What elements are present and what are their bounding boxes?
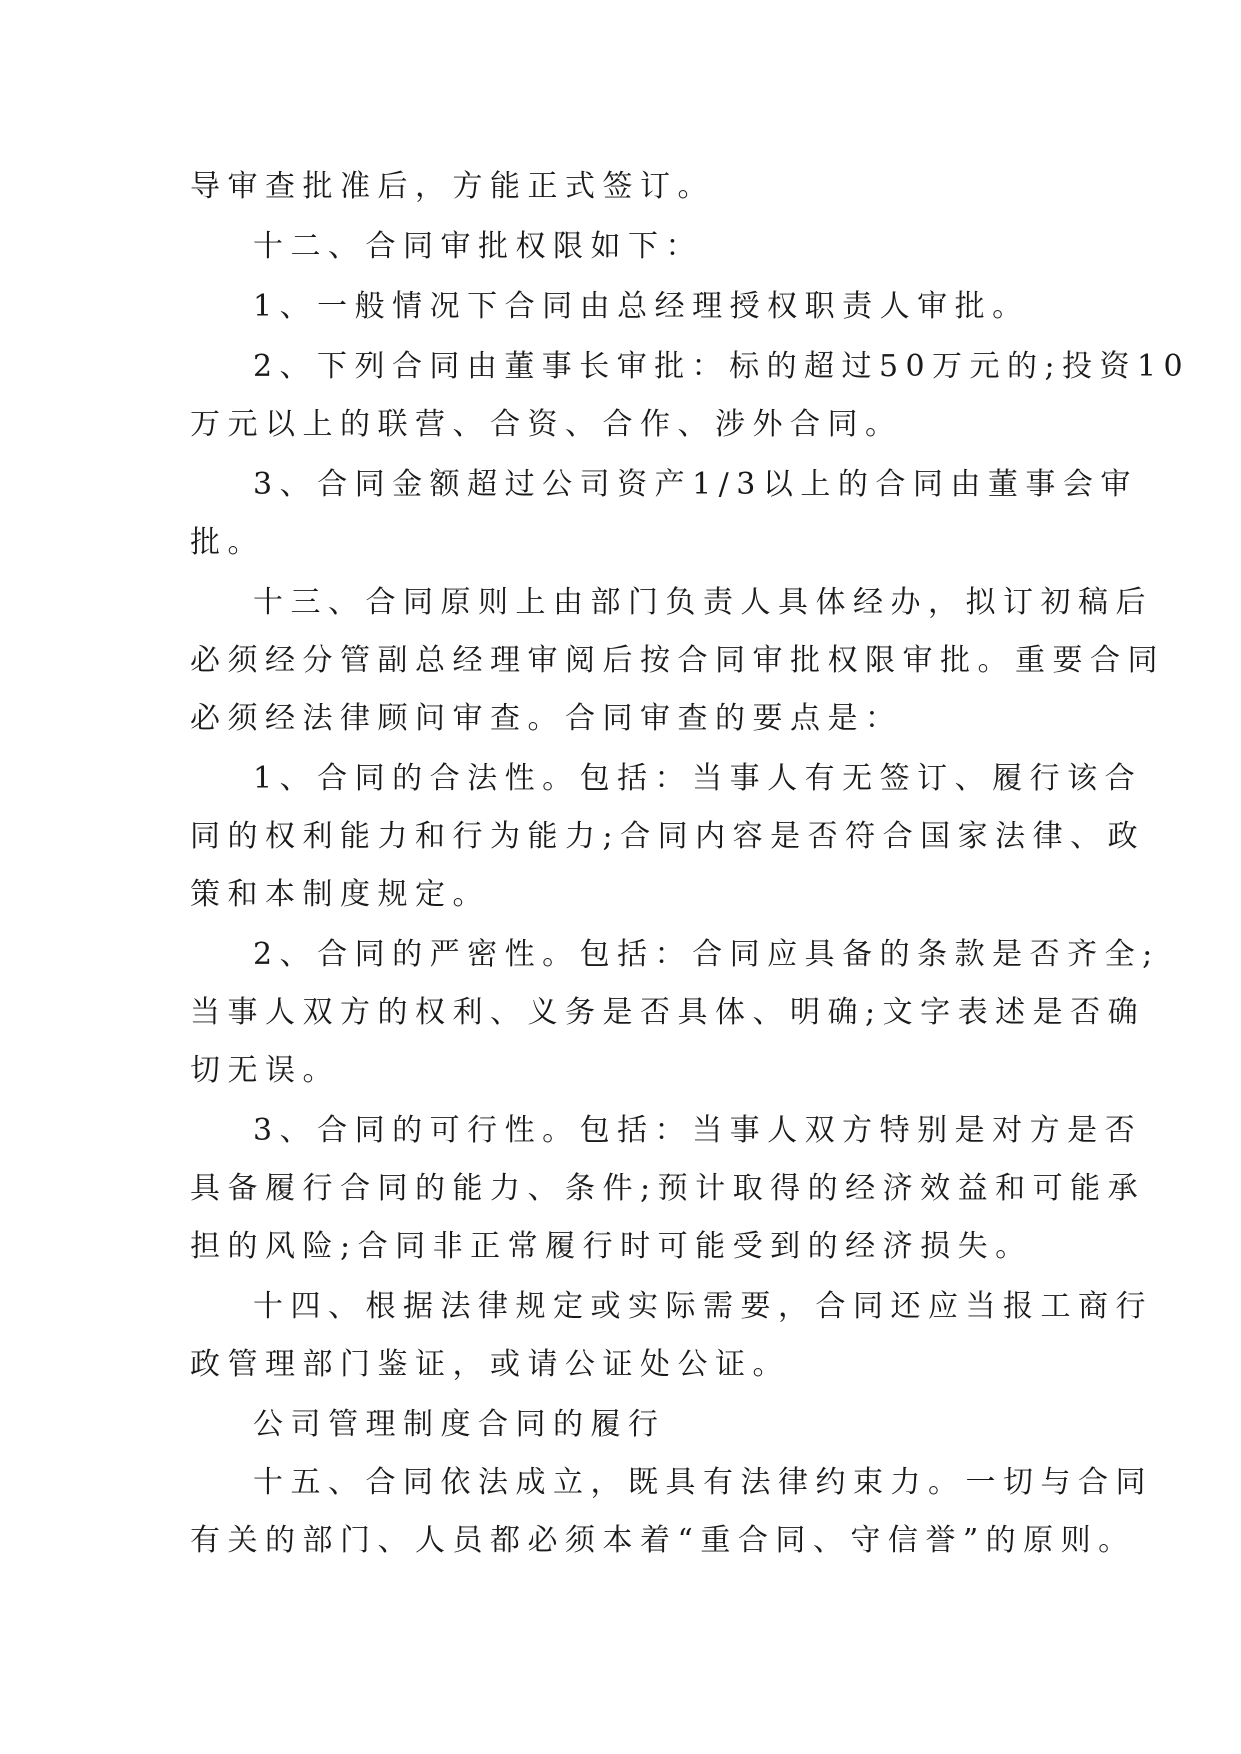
text-line: 万元以上的联营、合资、合作、涉外合同。 [190,407,903,442]
section-title: 公司管理制度合同的履行 [253,1407,666,1442]
text-line: 具备履行合同的能力、条件;预计取得的经济效益和可能承 [190,1171,1146,1206]
text-line: 政管理部门鉴证，或请公证处公证。 [190,1347,790,1382]
text-line: 有关的部门、人员都必须本着“重合同、守信誉”的原则。 [190,1523,1136,1558]
text-line: 当事人双方的权利、义务是否具体、明确;文字表述是否确 [190,995,1146,1030]
list-item: 2、合同的严密性。包括：合同应具备的条款是否齐全; [253,937,1160,972]
list-item: 2、下列合同由董事长审批：标的超过50万元的;投资10 [253,349,1191,384]
text-line: 导审查批准后，方能正式签订。 [190,169,715,204]
text-line: 担的风险;合同非正常履行时可能受到的经济损失。 [190,1229,1033,1264]
list-item: 3、合同的可行性。包括：当事人双方特别是对方是否 [253,1113,1143,1148]
text-line: 必须经分管副总经理审阅后按合同审批权限审批。重要合同 [190,643,1165,678]
text-line: 批。 [190,525,265,560]
text-line: 同的权利能力和行为能力;合同内容是否符合国家法律、政 [190,819,1146,854]
list-item: 3、合同金额超过公司资产1/3以上的合同由董事会审 [253,467,1138,502]
text-line: 策和本制度规定。 [190,877,490,912]
paragraph-start: 十五、合同依法成立，既具有法律约束力。一切与合同 [253,1465,1153,1500]
paragraph-start: 十三、合同原则上由部门负责人具体经办，拟订初稿后 [253,585,1153,620]
section-heading: 十二、合同审批权限如下： [253,229,703,264]
text-line: 必须经法律顾问审查。合同审查的要点是： [190,701,903,736]
list-item: 1、合同的合法性。包括：当事人有无签订、履行该合 [253,761,1143,796]
list-item: 1、一般情况下合同由总经理授权职责人审批。 [253,289,1030,324]
text-line: 切无误。 [190,1053,340,1088]
paragraph-start: 十四、根据法律规定或实际需要，合同还应当报工商行 [253,1289,1153,1324]
